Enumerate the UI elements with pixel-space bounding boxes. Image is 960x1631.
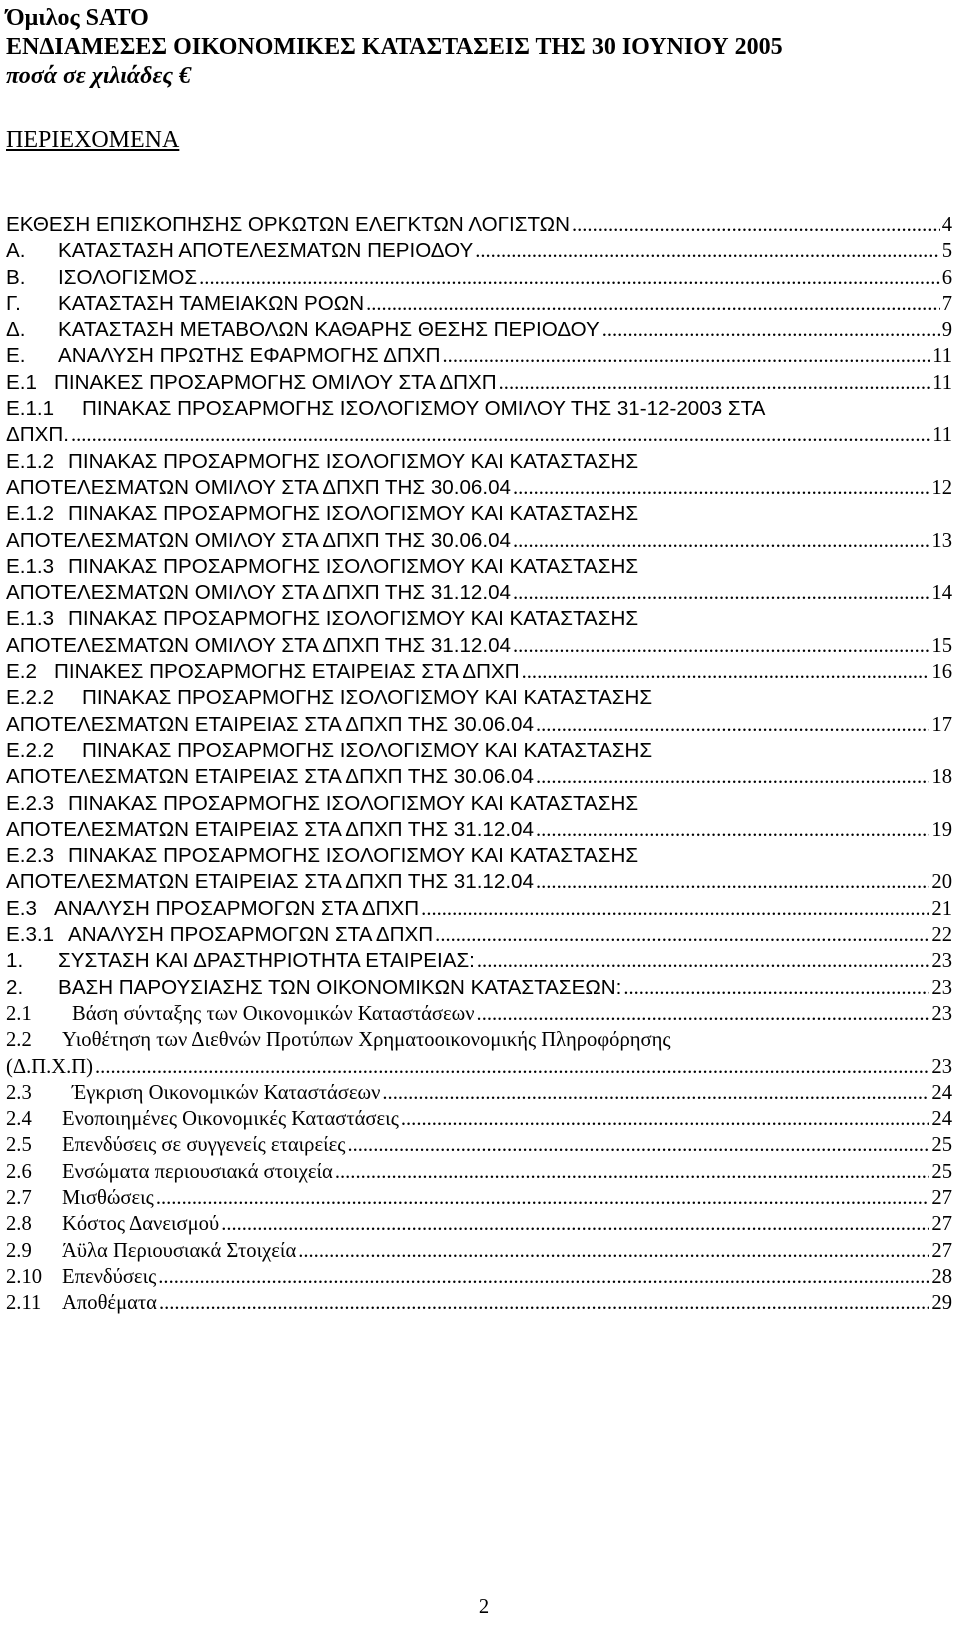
toc-entry-page: 4 (941, 214, 952, 236)
toc-entry[interactable] (6, 1211, 952, 1237)
toc-entry-number: Β. (6, 265, 26, 289)
toc-entry-page: 27 (931, 1213, 952, 1236)
toc-entry-title-continued: ΑΠΟΤΕΛΕΣΜΑΤΩΝ ΕΤΑΙΡΕΙΑΣ ΣΤΑ ΔΠΧΠ ΤΗΣ 31.12.04 (6, 817, 534, 841)
dot-leader (156, 1185, 930, 1211)
toc-entry-number: 2.3 (6, 1081, 32, 1104)
dot-leader (382, 1080, 929, 1106)
toc-entry[interactable] (6, 1080, 952, 1106)
toc-entry-page: 24 (931, 1108, 952, 1131)
table-of-contents (6, 212, 952, 1316)
toc-entry-title-continued: ΑΠΟΤΕΛΕΣΜΑΤΩΝ ΟΜΙΛΟΥ ΣΤΑ ΔΠΧΠ ΤΗΣ 31.12.04 (6, 581, 511, 605)
toc-entry[interactable] (6, 948, 952, 974)
toc-entry-title: ΑΝΑΛΥΣΗ ΠΡΟΣΑΡΜΟΓΩΝ ΣΤΑ ΔΠΧΠ (68, 923, 434, 947)
dot-leader (536, 817, 929, 843)
toc-entry-title: Ενσώματα περιουσιακά στοιχεία (62, 1160, 333, 1183)
toc-entry-title-continued: ΑΠΟΤΕΛΕΣΜΑΤΩΝ ΕΤΑΙΡΕΙΑΣ ΣΤΑ ΔΠΧΠ ΤΗΣ 31.12.04 (6, 870, 534, 894)
dot-leader (477, 1001, 930, 1027)
toc-entry-number: Ε.1.3 (6, 607, 55, 631)
toc-entry-title: ΙΣΟΛΟΓΙΣΜΟΣ (58, 265, 198, 289)
toc-entry-number: Ε.1 (6, 370, 37, 394)
dot-leader (435, 922, 929, 948)
toc-entry[interactable] (6, 791, 952, 844)
toc-entry-number: 2.10 (6, 1265, 43, 1288)
toc-entry[interactable] (6, 1264, 952, 1290)
toc-entry-number: Δ. (6, 318, 26, 342)
toc-entry-page: 11 (932, 371, 952, 394)
toc-entry-title: Αποθέματα (62, 1292, 157, 1315)
toc-entry[interactable] (6, 896, 952, 922)
toc-entry[interactable] (6, 291, 952, 317)
toc-entry[interactable] (6, 1106, 952, 1132)
toc-entry[interactable] (6, 1159, 952, 1185)
toc-entry-number: Ε.1.1 (6, 397, 55, 421)
toc-entry-title-continued: ΑΠΟΤΕΛΕΣΜΑΤΩΝ ΟΜΙΛΟΥ ΣΤΑ ΔΠΧΠ ΤΗΣ 30.06.04 (6, 475, 511, 499)
toc-entry-page: 23 (931, 976, 952, 999)
toc-entry-page: 11 (932, 424, 952, 447)
dot-leader (401, 1106, 930, 1132)
toc-entry-page: 5 (941, 240, 952, 263)
toc-heading: ΠΕΡΙΕΧΟΜΕΝΑ (6, 127, 180, 153)
toc-entry[interactable] (6, 238, 952, 264)
toc-entry[interactable] (6, 212, 952, 238)
toc-entry-page: 12 (931, 476, 952, 499)
dot-leader (199, 265, 940, 291)
toc-entry-title: ΚΑΤΑΣΤΑΣΗ ΜΕΤΑΒΟΛΩΝ ΚΑΘΑΡΗΣ ΘΕΣΗΣ ΠΕΡΙΟΔΟΥ (58, 318, 600, 342)
toc-entry-page: 7 (941, 292, 952, 315)
toc-entry-number: 2.1 (6, 1002, 32, 1025)
units-note: ποσά σε χιλιάδες € (6, 63, 192, 89)
toc-entry-page: 25 (931, 1160, 952, 1183)
toc-entry-page: 16 (931, 661, 952, 684)
toc-entry[interactable] (6, 606, 952, 659)
dot-leader (366, 291, 940, 317)
toc-entry[interactable] (6, 1290, 952, 1316)
toc-entry-page: 6 (941, 266, 952, 289)
dot-leader (221, 1211, 929, 1237)
toc-entry-title: ΠΙΝΑΚΕΣ ΠΡΟΣΑΡΜΟΓΗΣ ΟΜΙΛΟΥ ΣΤΑ ΔΠΧΠ (54, 370, 497, 394)
document-title: ΕΝΔΙΑΜΕΣΕΣ ΟΙΚΟΝΟΜΙΚΕΣ ΚΑΤΑΣΤΑΣΕΙΣ ΤΗΣ 30 ΙΟΥΝΙΟΥ 2005 (6, 34, 783, 60)
toc-entry[interactable] (6, 1238, 952, 1264)
toc-entry-title: ΠΙΝΑΚΑΣ ΠΡΟΣΑΡΜΟΓΗΣ ΙΣΟΛΟΓΙΣΜΟΥ ΚΑΙ ΚΑΤΑΣΤΑΣΗΣ (68, 449, 639, 473)
toc-entry-title: Επενδύσεις σε συγγενείς εταιρείες (62, 1134, 346, 1157)
toc-entry-title: ΚΑΤΑΣΤΑΣΗ ΑΠΟΤΕΛΕΣΜΑΤΩΝ ΠΕΡΙΟΔΟΥ (58, 239, 474, 263)
dot-leader (602, 317, 940, 343)
toc-entry[interactable] (6, 370, 952, 396)
toc-entry-page: 22 (931, 924, 952, 947)
toc-entry-number: Ε.2.2 (6, 686, 55, 710)
dot-leader (477, 948, 930, 974)
toc-entry-number: Ε.1.3 (6, 554, 55, 578)
toc-entry-title: Βάση σύνταξης των Οικονομικών Καταστάσεων (72, 1002, 475, 1025)
toc-entry-number: 2.5 (6, 1134, 32, 1157)
toc-entry[interactable] (6, 659, 952, 685)
dot-leader (158, 1264, 929, 1290)
toc-entry-number: Ε.2 (6, 660, 37, 684)
toc-entry[interactable] (6, 1132, 952, 1158)
toc-entry-number: 2.11 (6, 1292, 42, 1315)
toc-entry-number: 2.9 (6, 1239, 32, 1262)
toc-entry-number: Ε.3.1 (6, 923, 55, 947)
toc-entry[interactable] (6, 1185, 952, 1211)
toc-entry-title-continued: ΑΠΟΤΕΛΕΣΜΑΤΩΝ ΕΤΑΙΡΕΙΑΣ ΣΤΑ ΔΠΧΠ ΤΗΣ 30.06.04 (6, 712, 534, 736)
toc-entry-title: ΠΙΝΑΚΑΣ ΠΡΟΣΑΡΜΟΓΗΣ ΙΣΟΛΟΓΙΣΜΟΥ ΚΑΙ ΚΑΤΑΣΤΑΣΗΣ (68, 502, 639, 526)
toc-entry-title: ΑΝΑΛΥΣΗ ΠΡΟΣΑΡΜΟΓΩΝ ΣΤΑ ΔΠΧΠ (54, 896, 420, 920)
toc-entry-number: Ε.2.3 (6, 791, 55, 815)
dot-leader (475, 238, 939, 264)
toc-entry-title-continued: (Δ.Π.Χ.Π) (6, 1055, 94, 1078)
toc-entry-number: Α. (6, 239, 26, 263)
dot-leader (513, 580, 929, 606)
toc-entry-title-continued: ΑΠΟΤΕΛΕΣΜΑΤΩΝ ΟΜΙΛΟΥ ΣΤΑ ΔΠΧΠ ΤΗΣ 30.06.04 (6, 528, 511, 552)
toc-entry-page: 14 (931, 582, 952, 605)
toc-entry-page: 27 (931, 1186, 952, 1209)
page-number: 2 (478, 1596, 490, 1618)
toc-entry-page: 17 (931, 713, 952, 736)
toc-entry-number: Ε.2.3 (6, 844, 55, 868)
toc-entry-title: ΠΙΝΑΚΑΣ ΠΡΟΣΑΡΜΟΓΗΣ ΙΣΟΛΟΓΙΣΜΟΥ ΚΑΙ ΚΑΤΑΣΤΑΣΗΣ (82, 686, 653, 710)
toc-entry[interactable] (6, 922, 952, 948)
dot-leader (513, 633, 929, 659)
toc-entry[interactable] (6, 265, 952, 291)
toc-entry-page: 21 (931, 897, 952, 920)
toc-entry[interactable] (6, 738, 952, 791)
toc-entry-number: 1. (6, 949, 24, 973)
dot-leader (513, 528, 929, 554)
dot-leader (536, 764, 929, 790)
toc-entry-title: Κόστος Δανεισμού (62, 1213, 220, 1236)
toc-entry-title: ΣΥΣΤΑΣΗ ΚΑΙ ΔΡΑΣΤΗΡΙΟΤΗΤΑ ΕΤΑΙΡΕΙΑΣ: (58, 949, 475, 973)
toc-entry-title: ΕΚΘΕΣΗ ΕΠΙΣΚΟΠΗΣΗΣ ΟΡΚΩΤΩΝ ΕΛΕΓΚΤΩΝ ΛΟΓΙΣΤΩΝ (6, 213, 570, 236)
dot-leader (335, 1159, 930, 1185)
toc-entry-title: ΠΙΝΑΚΑΣ ΠΡΟΣΑΡΜΟΓΗΣ ΙΣΟΛΟΓΙΣΜΟΥ ΚΑΙ ΚΑΤΑΣΤΑΣΗΣ (68, 554, 639, 578)
dot-leader (95, 1054, 929, 1080)
dot-leader (499, 370, 931, 396)
toc-entry-page: 29 (931, 1292, 952, 1315)
toc-entry-page: 27 (931, 1239, 952, 1262)
toc-entry-title: ΠΙΝΑΚΑΣ ΠΡΟΣΑΡΜΟΓΗΣ ΙΣΟΛΟΓΙΣΜΟΥ ΚΑΙ ΚΑΤΑΣΤΑΣΗΣ (82, 738, 653, 762)
toc-entry[interactable] (6, 1001, 952, 1027)
toc-entry-page: 15 (931, 634, 952, 657)
toc-entry-title: ΚΑΤΑΣΤΑΣΗ ΤΑΜΕΙΑΚΩΝ ΡΟΩΝ (58, 291, 365, 315)
toc-entry-page: 24 (931, 1081, 952, 1104)
dot-leader (623, 975, 929, 1001)
toc-entry-number: 2. (6, 975, 24, 999)
toc-entry[interactable] (6, 1027, 952, 1080)
toc-entry-page: 23 (931, 1055, 952, 1078)
toc-entry-page: 20 (931, 871, 952, 894)
toc-entry-page: 28 (931, 1265, 952, 1288)
toc-entry-number: 2.7 (6, 1186, 32, 1209)
toc-entry-number: 2.2 (6, 1029, 32, 1052)
toc-entry-title-continued: ΔΠΧΠ. (6, 423, 69, 447)
toc-entry-page: 23 (931, 950, 952, 973)
toc-entry-title: Υιοθέτηση των Διεθνών Προτύπων Χρηματοοικονομικής Πληροφόρησης (62, 1029, 671, 1052)
toc-entry-page: 19 (931, 818, 952, 841)
toc-entry-title: ΒΑΣΗ ΠΑΡΟΥΣΙΑΣΗΣ ΤΩΝ ΟΙΚΟΝΟΜΙΚΩΝ ΚΑΤΑΣΤΑΣΕΩΝ: (58, 975, 622, 999)
dot-leader (443, 343, 931, 369)
toc-entry-title: Έγκριση Οικονομικών Καταστάσεων (72, 1081, 381, 1104)
toc-entry-number: Ε.3 (6, 896, 37, 920)
dot-leader (298, 1238, 929, 1264)
dot-leader (572, 212, 940, 238)
toc-entry-title-continued: ΑΠΟΤΕΛΕΣΜΑΤΩΝ ΕΤΑΙΡΕΙΑΣ ΣΤΑ ΔΠΧΠ ΤΗΣ 30.06.04 (6, 765, 534, 789)
toc-entry[interactable] (6, 975, 952, 1001)
toc-entry-page: 9 (941, 319, 952, 342)
toc-entry[interactable] (6, 501, 952, 554)
toc-entry-page: 18 (931, 766, 952, 789)
toc-entry-title-continued: ΑΠΟΤΕΛΕΣΜΑΤΩΝ ΟΜΙΛΟΥ ΣΤΑ ΔΠΧΠ ΤΗΣ 31.12.04 (6, 633, 511, 657)
toc-entry-page: 23 (931, 1002, 952, 1025)
toc-entry-page: 11 (932, 345, 952, 368)
toc-entry-number: 2.4 (6, 1108, 32, 1131)
toc-entry-number: Ε.1.2 (6, 449, 55, 473)
toc-entry-title: Μισθώσεις (62, 1186, 154, 1209)
dot-leader (522, 659, 930, 685)
toc-entry-title: Ενοποιημένες Οικονομικές Καταστάσεις (62, 1108, 399, 1131)
toc-entry-number: 2.6 (6, 1160, 32, 1183)
toc-entry[interactable] (6, 843, 952, 896)
dot-leader (421, 896, 929, 922)
toc-entry[interactable] (6, 685, 952, 738)
toc-entry-number: Γ. (6, 291, 21, 315)
toc-entry-title: ΠΙΝΑΚΑΣ ΠΡΟΣΑΡΜΟΓΗΣ ΙΣΟΛΟΓΙΣΜΟΥ ΚΑΙ ΚΑΤΑΣΤΑΣΗΣ (68, 791, 639, 815)
toc-entry[interactable] (6, 317, 952, 343)
toc-entry-number: Ε.2.2 (6, 738, 55, 762)
dot-leader (536, 712, 929, 738)
toc-entry-title: Άϋλα Περιουσιακά Στοιχεία (62, 1239, 297, 1262)
toc-entry-title: Επενδύσεις (62, 1265, 157, 1288)
toc-entry-page: 25 (931, 1134, 952, 1157)
toc-entry[interactable] (6, 554, 952, 607)
toc-entry-number: 2.8 (6, 1213, 32, 1236)
toc-entry-title: ΠΙΝΑΚΑΣ ΠΡΟΣΑΡΜΟΓΗΣ ΙΣΟΛΟΓΙΣΜΟΥ ΚΑΙ ΚΑΤΑΣΤΑΣΗΣ (68, 607, 639, 631)
toc-entry-title: ΠΙΝΑΚΑΣ ΠΡΟΣΑΡΜΟΓΗΣ ΙΣΟΛΟΓΙΣΜΟΥ ΟΜΙΛΟΥ ΤΗΣ 31-12-2003 ΣΤΑ (82, 397, 766, 421)
dot-leader (347, 1132, 929, 1158)
dot-leader (513, 475, 929, 501)
toc-entry[interactable] (6, 343, 952, 369)
toc-entry-number: Ε.1.2 (6, 502, 55, 526)
dot-leader (71, 422, 930, 448)
toc-entry-page: 13 (931, 529, 952, 552)
toc-entry-title: ΠΙΝΑΚΕΣ ΠΡΟΣΑΡΜΟΓΗΣ ΕΤΑΙΡΕΙΑΣ ΣΤΑ ΔΠΧΠ (54, 660, 520, 684)
toc-entry[interactable] (6, 396, 952, 449)
toc-entry-number: Ε. (6, 344, 26, 368)
toc-entry-title: ΑΝΑΛΥΣΗ ΠΡΩΤΗΣ ΕΦΑΡΜΟΓΗΣ ΔΠΧΠ (58, 344, 441, 368)
toc-entry-title: ΠΙΝΑΚΑΣ ΠΡΟΣΑΡΜΟΓΗΣ ΙΣΟΛΟΓΙΣΜΟΥ ΚΑΙ ΚΑΤΑΣΤΑΣΗΣ (68, 844, 639, 868)
toc-entry[interactable] (6, 449, 952, 502)
dot-leader (536, 869, 929, 895)
company-name: Όμιλος SATO (6, 5, 149, 31)
dot-leader (159, 1290, 929, 1316)
